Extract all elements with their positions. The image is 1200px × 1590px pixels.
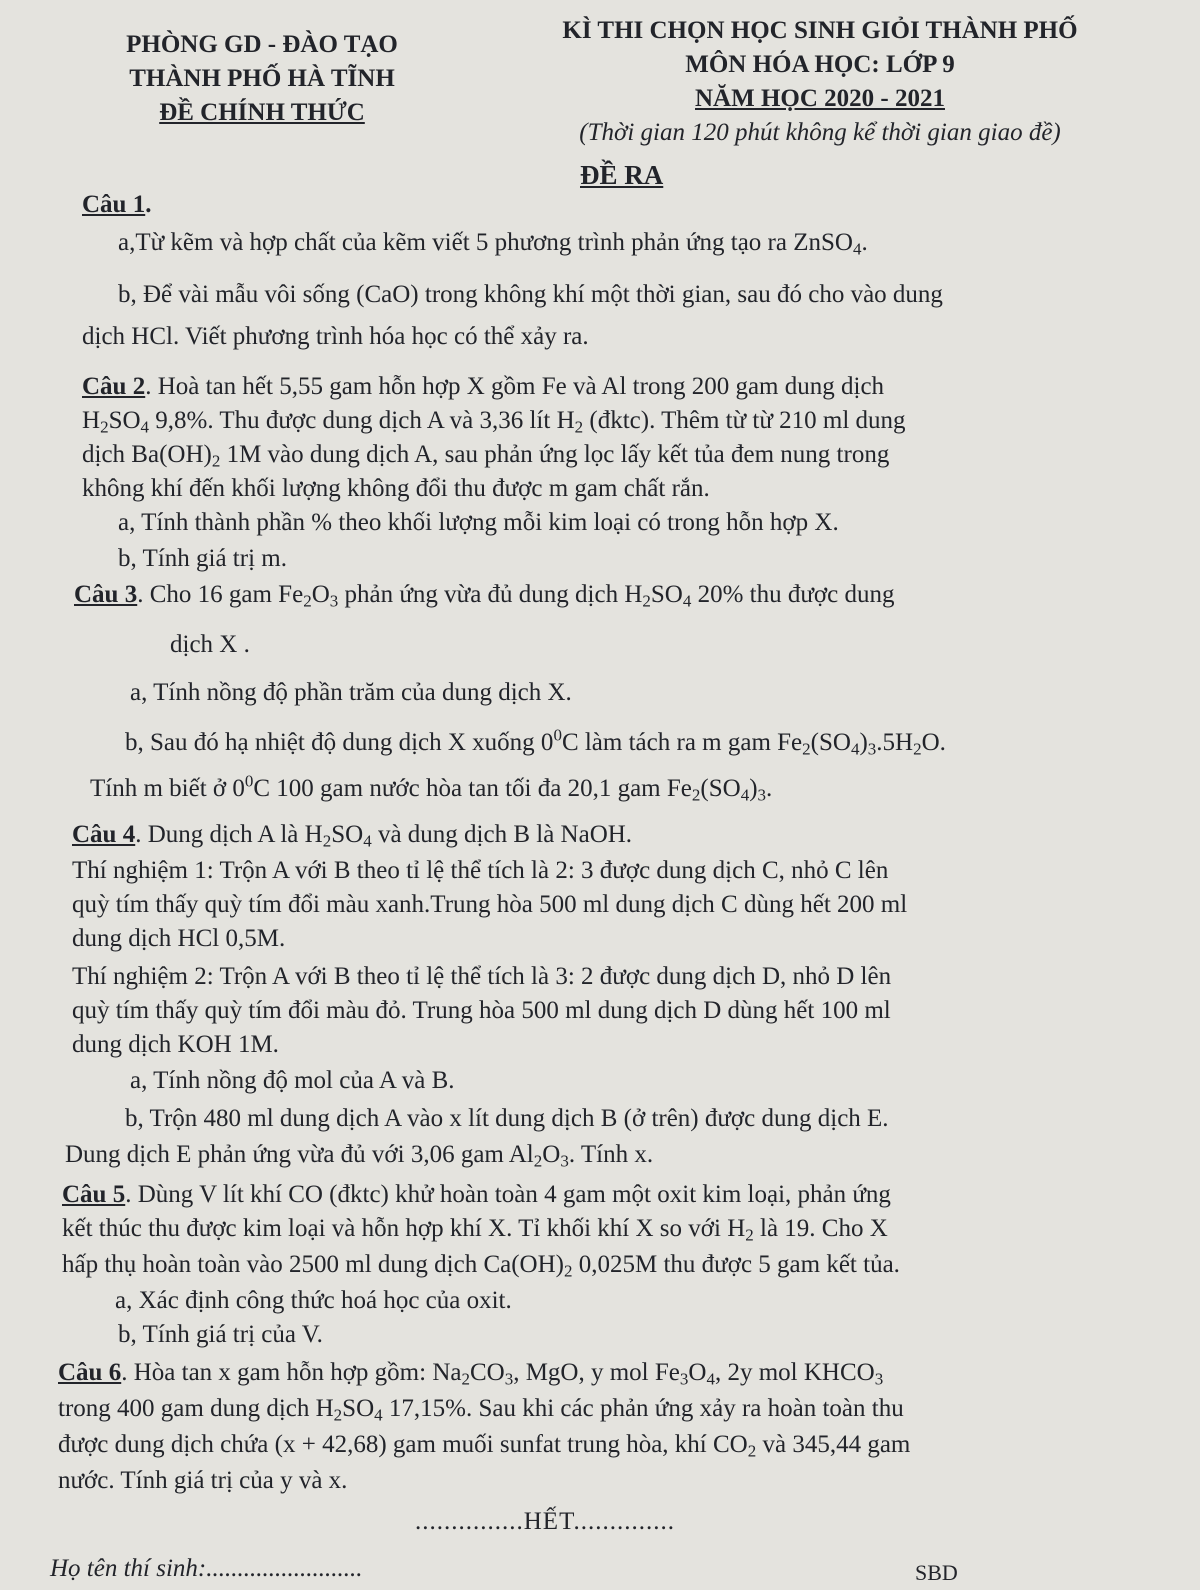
q6-line3: được dung dịch chứa (x + 42,68) gam muối sunfat trung hòa, khí $CO_2$ và 345,44 gam — [58, 1431, 911, 1461]
q4-part-b-cont: Dung dịch E phản ứng vừa đủ với 3,06 gam $Al_2O_3$. Tính x. — [65, 1141, 654, 1171]
q5-line3: hấp thụ hoàn toàn vào 2500 ml dung dịch $Ca(OH)_2$ 0,025M thu được 5 gam kết tủa. — [62, 1251, 900, 1281]
q1-part-b-line1: b, Để vài mẫu vôi sống (CaO) trong không khí một thời gian, sau đó cho vào dung — [118, 281, 943, 308]
candidate-number-label: SBD — [915, 1560, 958, 1585]
q5-part-b: b, Tính giá trị của V. — [118, 1321, 323, 1348]
q3-part-b: b, Sau đó hạ nhiệt độ dung dịch X xuống $0^0C$ làm tách ra m gam $Fe_2(SO_4)_3.5H_2O$. — [125, 725, 946, 759]
q6-line1: Câu 6. Hòa tan x gam hỗn hợp gồm: $Na_2CO_3$, MgO, y mol $Fe_3O_4$, 2y mol $KHCO_3$ — [58, 1359, 884, 1389]
page-title: ĐỀ RA — [580, 160, 664, 190]
q4-exp1-line3: dung dịch HCl 0,5M. — [72, 925, 286, 952]
q2-part-a: a, Tính thành phần % theo khối lượng mỗi kim loại có trong hỗn hợp X. — [118, 509, 839, 536]
header-left — [72, 28, 452, 130]
q2-part-b: b, Tính giá trị m. — [118, 545, 287, 572]
school-year: NĂM HỌC 2020 - 2021 — [695, 85, 945, 112]
time-note: (Thời gian 120 phút không kể thời gian giao đề) — [579, 119, 1061, 146]
q4-exp2-line2: quỳ tím thấy quỳ tím đổi màu đỏ. Trung hòa 500 ml dung dịch D dùng hết 100 ml — [72, 997, 891, 1024]
q5-line2: kết thúc thu được kim loại và hỗn hợp khí X. Tỉ khối khí X so với $H_2$ là 19. Cho X — [62, 1215, 888, 1245]
q2-line1: Câu 2. Hoà tan hết 5,55 gam hỗn hợp X gồm Fe và Al trong 200 gam dung dịch — [82, 373, 885, 400]
q4-exp2-line1: Thí nghiệm 2: Trộn A với B theo tỉ lệ thể tích là 3: 2 được dung dịch D, nhỏ D lên — [72, 963, 892, 990]
end-marker: ...............HẾT.............. — [415, 1508, 675, 1535]
q3-part-b-cont: Tính m biết ở $0^0C$ 100 gam nước hòa tan tối đa 20,1 gam $Fe_2(SO_4)_3$. — [90, 771, 773, 805]
q3-line1: Câu 3. Cho 16 gam $Fe_2O_3$ phản ứng vừa đủ dung dịch $H_2SO_4$ 20% thu được dung — [74, 581, 895, 611]
q4-line1: Câu 4. Dung dịch A là $H_2SO_4$ và dung dịch B là NaOH. — [72, 821, 633, 851]
header-right — [470, 14, 1170, 150]
q4-part-a: a, Tính nồng độ mol của A và B. — [130, 1067, 455, 1094]
q4-part-b: b, Trộn 480 ml dung dịch A vào x lít dung dịch B (ở trên) được dung dịch E. — [125, 1105, 889, 1132]
q6-line4: nước. Tính giá trị của y và x. — [58, 1467, 348, 1494]
official-label: ĐỀ CHÍNH THỨC — [159, 99, 365, 126]
subject-line: MÔN HÓA HỌC: LỚP 9 — [685, 51, 955, 78]
q5-part-a: a, Xác định công thức hoá học của oxit. — [115, 1287, 512, 1314]
q2-line3: dịch $Ba(OH)_2$ 1M vào dung dịch A, sau phản ứng lọc lấy kết tủa đem nung trong — [82, 441, 890, 471]
city-name: THÀNH PHỐ HÀ TĨNH — [129, 65, 395, 92]
q2-line2: $H_2SO_4$ 9,8%. Thu được dung dịch A và 3,36 lít $H_2$ (đktc). Thêm từ từ 210 ml dung — [82, 407, 906, 437]
q3-line2: dịch X . — [170, 631, 250, 658]
q2-line4: không khí đến khối lượng không đổi thu được m gam chất rắn. — [82, 475, 710, 502]
q5-line1: Câu 5. Dùng V lít khí CO (đktc) khử hoàn toàn 4 gam một oxit kim loại, phản ứng — [62, 1181, 891, 1208]
q1-part-a: a,Từ kẽm và hợp chất của kẽm viết 5 phương trình phản ứng tạo ra ZnSO$_4$. — [118, 229, 868, 259]
q4-exp1-line2: quỳ tím thấy quỳ tím đổi màu xanh.Trung hòa 500 ml dung dịch C dùng hết 200 ml — [72, 891, 908, 918]
q4-exp1-line1: Thí nghiệm 1: Trộn A với B theo tỉ lệ thể tích là 2: 3 được dung dịch C, nhỏ C lên — [72, 857, 889, 884]
q1-part-b-line2: dịch HCl. Viết phương trình hóa học có thể xảy ra. — [82, 323, 589, 350]
department-name: PHÒNG GD - ĐÀO TẠO — [126, 31, 398, 58]
q6-line2: trong 400 gam dung dịch $H_2SO_4$ 17,15%. Sau khi các phản ứng xảy ra hoàn toàn thu — [58, 1395, 904, 1425]
candidate-name-field: Họ tên thí sinh:......................... — [50, 1555, 363, 1582]
exam-name: KÌ THI CHỌN HỌC SINH GIỎI THÀNH PHỐ — [562, 17, 1078, 44]
question-1-label: Câu 1. — [82, 191, 152, 218]
q3-part-a: a, Tính nồng độ phần trăm của dung dịch X. — [130, 679, 572, 706]
q4-exp2-line3: dung dịch KOH 1M. — [72, 1031, 279, 1058]
